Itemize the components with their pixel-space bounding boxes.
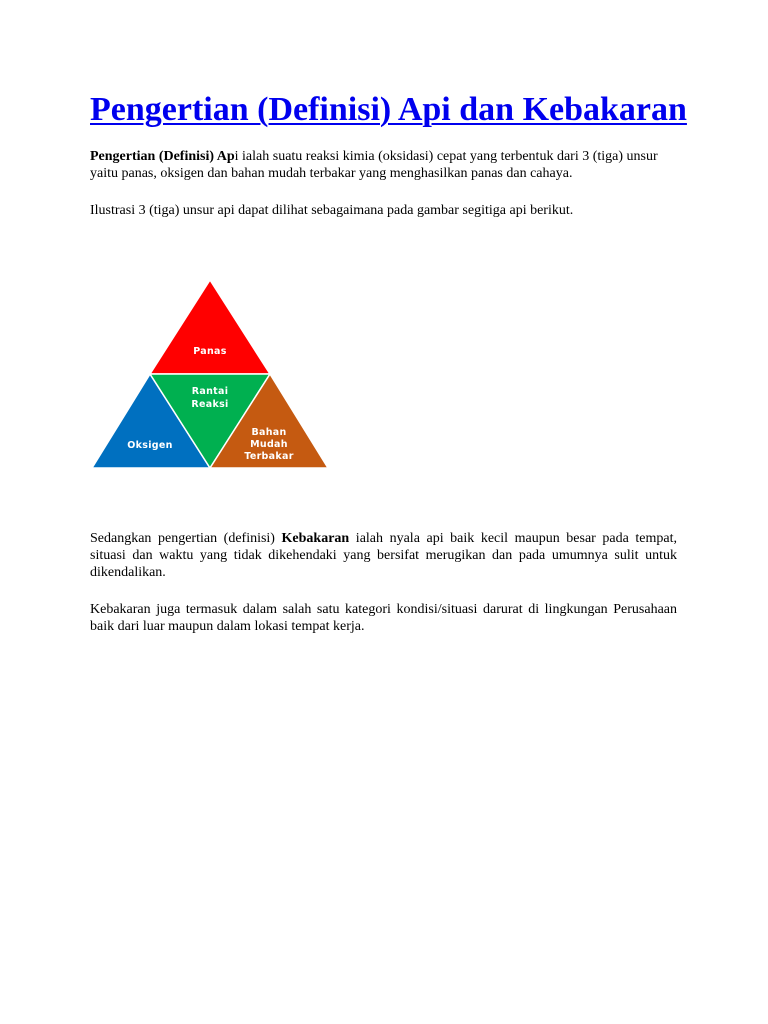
emergency-category-paragraph bbox=[90, 601, 677, 635]
definition-kebakaran-term: Kebakaran bbox=[281, 531, 350, 546]
definition-kebakaran-lead: Sedangkan pengertian (definisi) bbox=[90, 531, 282, 546]
definition-api-term: Pengertian (Definisi) Ap bbox=[90, 149, 235, 164]
label-terbakar: Terbakar bbox=[244, 451, 294, 462]
label-panas: Panas bbox=[193, 346, 227, 357]
page-title-link[interactable]: Pengertian (Definisi) Api dan Kebakaran bbox=[90, 91, 687, 128]
definition-kebakaran-paragraph bbox=[90, 530, 677, 581]
label-oksigen: Oksigen bbox=[127, 440, 173, 451]
definition-kebakaran-text: ialah nyala api baik kecil maupun besar pada tempat, situasi dan waktu yang tidak dikehendaki yang bersifat merugikan dan pada umumnya sulit untuk dikendalikan. bbox=[90, 531, 677, 580]
label-rantai: Rantai bbox=[191, 386, 229, 397]
illustration-intro-text: Ilustrasi 3 (tiga) unsur api dapat dilihat sebagaimana pada gambar segitiga api berikut. bbox=[90, 203, 574, 218]
illustration-intro-paragraph bbox=[90, 202, 677, 219]
definition-api-text: i ialah suatu reaksi kimia (oksidasi) cepat yang terbentuk dari 3 (tiga) unsur yaitu panas, oksigen dan bahan mudah terbakar yang menghasilkan panas dan cahaya. bbox=[90, 149, 658, 181]
emergency-category-text: Kebakaran juga termasuk dalam salah satu kategori kondisi/situasi darurat di lingkungan Perusahaan baik dari luar maupun dalam lokasi tempat kerja. bbox=[90, 602, 677, 634]
label-mudah: Mudah bbox=[250, 439, 288, 450]
label-reaksi: Reaksi bbox=[191, 399, 229, 410]
definition-api-paragraph bbox=[90, 148, 677, 182]
fire-triangle-panas bbox=[150, 280, 270, 374]
label-bahan: Bahan bbox=[251, 427, 287, 438]
fire-triangle-figure bbox=[90, 278, 330, 472]
